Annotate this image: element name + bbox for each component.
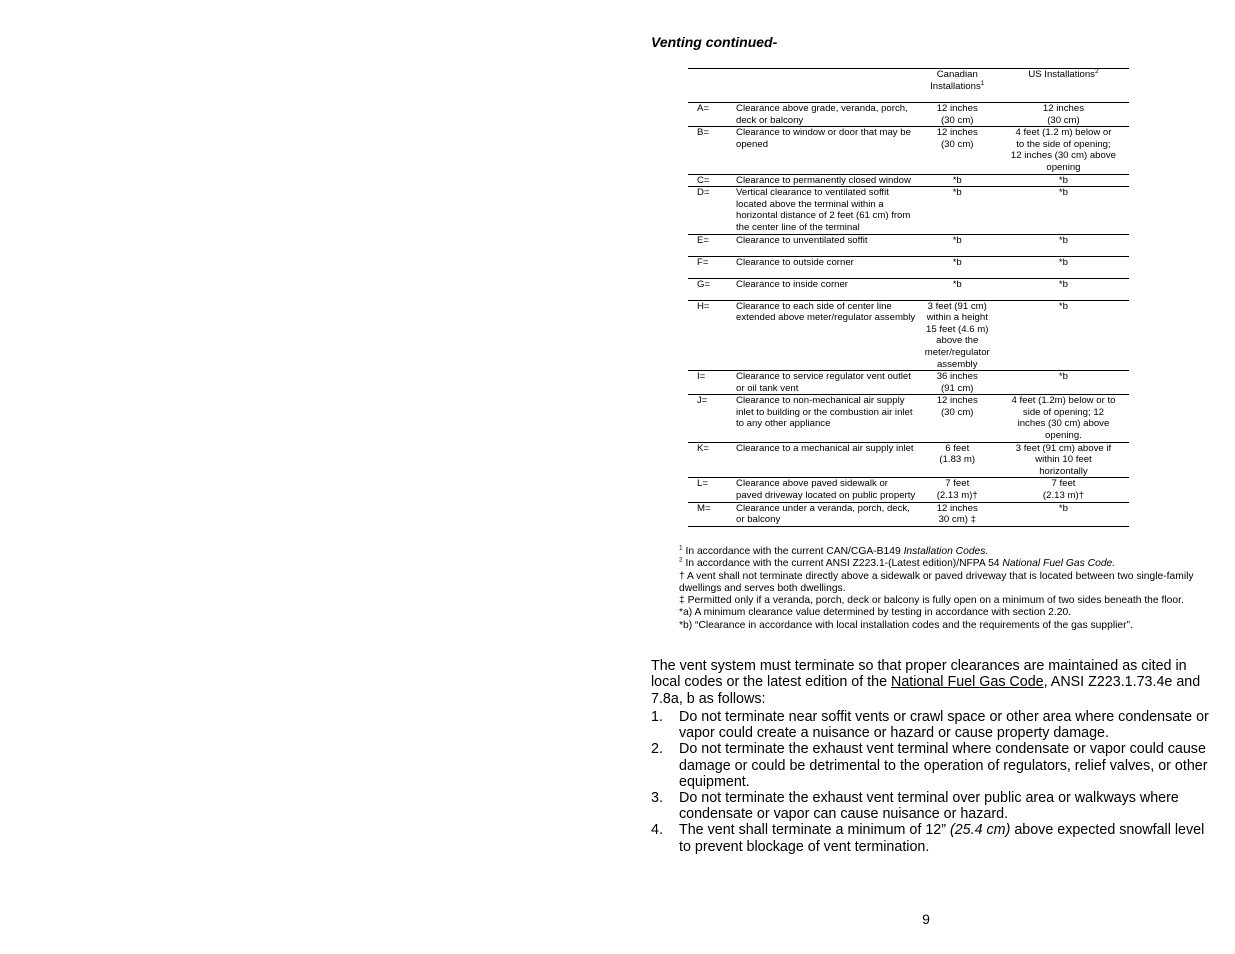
- value-line: (30 cm): [940, 114, 974, 126]
- value-line: assembly: [936, 358, 978, 370]
- list-item: 2. Do not terminate the exhaust vent terminal where condensate or vapor could cause damage or could be detrimental to the operation of regulators, relief valves, or other equipment.: [651, 741, 1208, 790]
- row-code: I=: [697, 371, 706, 383]
- row-us-value: [998, 256, 1129, 278]
- section-heading: Venting continued-: [651, 34, 778, 50]
- table-row: [688, 395, 1129, 442]
- table-row: [688, 234, 1129, 256]
- row-us-value: [998, 371, 1129, 395]
- table-row: [688, 256, 1129, 278]
- list-item: 1. Do not terminate near soffit vents or crawl space or other area where condensate or vapor could create a nuisance or hazard or cause property damage.: [651, 709, 1209, 742]
- row-canadian-value: [917, 234, 998, 256]
- value-line: 12 inches: [1042, 103, 1084, 114]
- code-reference-link: National Fuel Gas Code: [891, 674, 1044, 691]
- value-line: *b: [952, 256, 962, 268]
- row-description: Clearance under a veranda, porch, deck, or balcony: [736, 502, 910, 526]
- header-us: US Installations$^2$: [1028, 67, 1099, 80]
- row-us-value: [998, 478, 1129, 502]
- table-header-row: [688, 69, 1129, 103]
- value-line: *b: [1058, 187, 1068, 199]
- row-canadian-value: [917, 127, 998, 174]
- row-description: Clearance above grade, veranda, porch, deck or balcony: [736, 103, 908, 126]
- value-line: (2.13 m)†: [936, 490, 978, 502]
- row-description: Vertical clearance to ventilated soffit located above the terminal within a horizontal distance of 2 feet (61 cm) from the center line of the terminal: [736, 187, 911, 233]
- row-us-value: [998, 442, 1129, 478]
- table-row: [688, 174, 1129, 187]
- row-description: Clearance to a mechanical air supply inlet: [736, 442, 914, 454]
- value-line: 7 feet: [945, 478, 970, 490]
- row-canadian-value: [917, 371, 998, 395]
- value-line: 12 inches: [936, 502, 978, 514]
- row-description: Clearance to non-mechanical air supply inlet to building or the combustion air inlet to any other appliance: [736, 395, 913, 430]
- value-line: *b: [952, 174, 962, 186]
- value-line: 4 feet (1.2m) below or to: [1011, 395, 1116, 407]
- footnote-dagger: † A vent shall not terminate directly above a sidewalk or paved driveway that is located between two single-family dwellings and serves both dwellings.: [679, 570, 1194, 594]
- value-line: above the: [936, 335, 979, 347]
- row-canadian-value: [917, 478, 998, 502]
- value-line: (91 cm): [940, 382, 974, 394]
- value-line: opening: [1046, 161, 1081, 173]
- table-row: [688, 442, 1129, 478]
- value-line: 36 inches: [936, 371, 978, 383]
- clearance-table: [688, 68, 1129, 527]
- row-us-value: [998, 502, 1129, 526]
- row-canadian-value: [917, 300, 998, 371]
- row-canadian-value: [917, 278, 998, 300]
- value-line: 12 inches: [936, 395, 978, 407]
- table-row: [688, 103, 1129, 127]
- value-line: within a height: [926, 312, 988, 324]
- row-description: Clearance to unventilated soffit: [736, 234, 868, 246]
- row-description: Clearance to window or door that may be opened: [736, 127, 911, 150]
- table-row: [688, 371, 1129, 395]
- row-canadian-value: [917, 256, 998, 278]
- value-line: *b: [952, 234, 962, 246]
- row-canadian-value: [917, 502, 998, 526]
- value-line: 12 inches (30 cm) above: [1010, 150, 1116, 162]
- intro-paragraph: The vent system must terminate so that proper clearances are maintained as cited in local codes or the latest edition of the National Fuel Gas Code, ANSI Z223.1.73.4e and 7.8a, b as follows:: [651, 658, 1201, 707]
- value-line: 12 inches: [936, 103, 978, 114]
- row-canadian-value: [917, 395, 998, 442]
- row-code: M=: [697, 502, 711, 514]
- value-line: *b: [1058, 256, 1068, 268]
- value-line: to the side of opening;: [1016, 138, 1111, 150]
- value-line: inches (30 cm) above: [1017, 418, 1110, 430]
- table-row: [688, 502, 1129, 526]
- footnote-b: *b) “Clearance in accordance with local installation codes and the requirements of the gas supplier”.: [679, 619, 1133, 631]
- row-code: D=: [697, 187, 710, 199]
- row-description: Clearance to service regulator vent outlet or oil tank vent: [736, 371, 911, 394]
- row-canadian-value: [917, 187, 998, 234]
- row-description: Clearance to permanently closed window: [736, 174, 911, 186]
- value-line: *b: [952, 278, 962, 290]
- value-line: *b: [1058, 300, 1068, 312]
- value-line: *b: [1058, 234, 1068, 246]
- footnote-a: *a) A minimum clearance value determined by testing in accordance with section 2.20.: [679, 607, 1072, 619]
- value-line: 15 feet (4.6 m): [926, 323, 989, 335]
- table-row: [688, 187, 1129, 234]
- list-item: 3. Do not terminate the exhaust vent terminal over public area or walkways where condensate or vapor can cause nuisance or hazard.: [651, 790, 1179, 823]
- value-line: opening.: [1045, 430, 1082, 442]
- row-us-value: [998, 103, 1129, 127]
- table-row: [688, 478, 1129, 502]
- value-line: side of opening; 12: [1022, 406, 1104, 418]
- value-line: 3 feet (91 cm) above if: [1015, 442, 1112, 454]
- termination-rules-list: [651, 709, 1211, 855]
- row-code: L=: [697, 478, 708, 490]
- row-description: Clearance above paved sidewalk or paved driveway located on public property: [736, 478, 916, 502]
- value-line: 30 cm) ‡: [938, 514, 976, 526]
- list-item: 4. The vent shall terminate a minimum of 12” (25.4 cm) above expected snowfall level to prevent blockage of vent termination.: [651, 822, 1205, 855]
- value-line: horizontally: [1039, 465, 1088, 477]
- row-code: K=: [697, 442, 710, 454]
- row-code: G=: [697, 278, 711, 290]
- value-line: *b: [1058, 278, 1068, 290]
- footnote-2: $^2$ In accordance with the current ANSI Z223.1-(Latest edition)/NFPA 54 National Fuel Gas Code.: [679, 556, 1116, 570]
- row-us-value: [998, 395, 1129, 442]
- row-code: B=: [697, 127, 710, 139]
- row-description: Clearance to inside corner: [736, 278, 849, 290]
- row-us-value: [998, 127, 1129, 174]
- row-description: Clearance to outside corner: [736, 256, 854, 268]
- row-us-value: [998, 187, 1129, 234]
- table-row: [688, 278, 1129, 300]
- value-line: 3 feet (91 cm): [927, 300, 987, 312]
- header-canadian: Canadian Installations$^1$: [930, 69, 985, 92]
- value-line: within 10 feet: [1035, 454, 1092, 466]
- value-line: (30 cm): [940, 406, 974, 418]
- value-line: (1.83 m): [939, 454, 976, 466]
- value-line: 6 feet: [945, 442, 970, 454]
- row-us-value: [998, 300, 1129, 371]
- row-code: C=: [697, 174, 710, 186]
- row-code: F=: [697, 256, 709, 268]
- row-code: E=: [697, 234, 710, 246]
- value-line: *b: [1058, 371, 1068, 383]
- row-us-value: [998, 278, 1129, 300]
- row-code: H=: [697, 300, 710, 312]
- value-line: *b: [952, 187, 962, 199]
- value-line: (2.13 m)†: [1042, 490, 1084, 502]
- table-row: [688, 300, 1129, 371]
- row-canadian-value: [917, 103, 998, 127]
- footnote-1: $^1$ In accordance with the current CAN/CGA-B149 Installation Codes.: [679, 544, 989, 557]
- row-canadian-value: [917, 174, 998, 187]
- value-line: *b: [1058, 174, 1068, 186]
- table-row: [688, 127, 1129, 174]
- footnote-double-dagger: ‡ Permitted only if a veranda, porch, deck or balcony is fully open on a minimum of two sides beneath the floor.: [679, 595, 1184, 607]
- row-code: J=: [697, 395, 708, 407]
- value-line: 12 inches: [936, 127, 978, 139]
- table-footnotes: [679, 546, 1205, 632]
- row-us-value: [998, 234, 1129, 256]
- page-number: 9: [922, 911, 930, 927]
- value-line: (30 cm): [940, 138, 974, 150]
- row-code: A=: [697, 103, 710, 114]
- value-line: *b: [1058, 502, 1068, 514]
- value-line: 4 feet (1.2 m) below or: [1015, 127, 1112, 139]
- value-line: meter/regulator: [924, 346, 990, 358]
- value-line: (30 cm): [1047, 114, 1080, 126]
- row-us-value: [998, 174, 1129, 187]
- row-canadian-value: [917, 442, 998, 478]
- row-description: Clearance to each side of center line extended above meter/regulator assembly: [736, 300, 916, 324]
- value-line: 7 feet: [1051, 478, 1076, 490]
